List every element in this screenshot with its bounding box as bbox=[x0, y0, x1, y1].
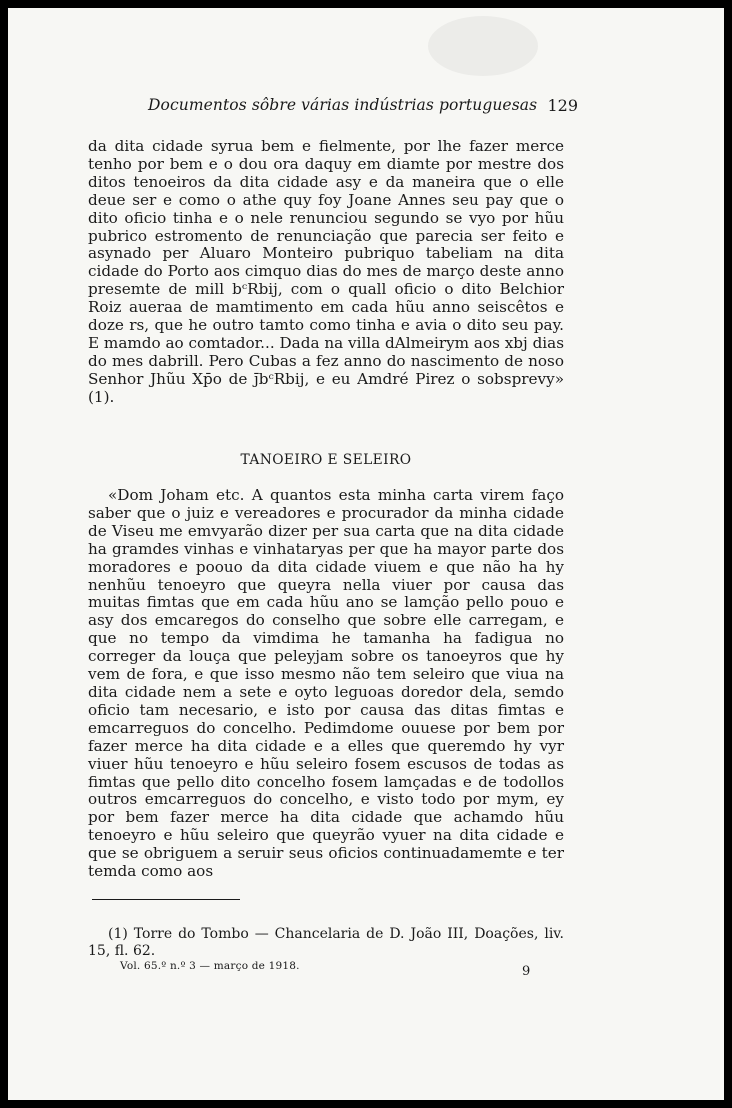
paragraph-text: da dita cidade syrua bem e fielmente, por lhe fazer merce tenho por bem e o dou ora daquy em diamte por mestre dos ditos tenoeiros da dita cidade asy e da maneira que o elle deue ser e como o athe quy foy Joane Annes seu pay que o dito oficio tinha e o nele renunciou segundo se vyo por hũu pubrico estromento de renunciação que parecia ser feito e asynado per Aluaro Monteiro pubriquo tabeliam na dita cidade do Porto aos cimquo dias do mes de março deste anno presemte de mill bᶜRbij, com o quall oficio o dito Belchior Roiz aueraa de mamtimento em cada hũu anno seiscêtos e doze rs, que he outro tamto como tinha e avia o dito seu pay. E mamdo ao comtador... Dada na villa dAlmeirym aos xbj dias do mes dabrill. Pero Cubas a fez anno do nascimento de noso Senhor Jhũu Xp̄o de j̄bᶜRbij, e eu Amdré Pirez o sobsprevy» (1). bbox=[88, 137, 564, 406]
sheet-number: 9 bbox=[522, 964, 531, 979]
footnote-text: (1) Torre do Tombo — Chancelaria de D. João III, Doações, liv. 15, fl. 62. bbox=[88, 926, 564, 959]
running-title: Documentos sôbre várias indústrias portuguesas bbox=[148, 96, 538, 114]
paragraph-text: «Dom Joham etc. A quantos esta minha carta virem faço saber que o juiz e vereadores e procurador da minha cidade de Viseu me emvyarão dizer per sua carta que na dita cidade ha gramdes vinhas e vinhataryas per que ha mayor parte dos moradores e poouo da dita cidade viuem e que não ha hy nenhũu tenoeyro que queyra nella viuer por causa das muitas fimtas que em cada hũu ano se lamção pello pouo e asy dos emcaregos do conselho que sobre elle carregam, e que no tempo da vimdima he tamanha ha fadigua no correger da louça que peleyjam sobre os tanoeyros que hy vem de fora, e que isso mesmo não tem seleiro que viua na dita cidade nem a sete e oyto leguoas doredor dela, semdo oficio tam necesario, e isto por causa das ditas fimtas e emcarreguos do concelho. Pedimdome ouuese por bem por fazer merce ha dita cidade e a elles que queremdo hy vyr viuer hũu tenoeyro e hũu seleiro fosem escusos de todas as fimtas que pello dito concelho fosem lamçadas e de todollos outros emcarreguos do concelho, e visto todo por mym, ey por bem fazer merce ha dita cidade que achamdo hũu tenoeyro e hũu seleiro que queyrão vyuer na dita cidade e que se obriguem a seruir seus oficios continuadamemte e ter temda como aos bbox=[88, 486, 564, 881]
page-number: 129 bbox=[547, 96, 578, 115]
page-smudge bbox=[428, 16, 538, 76]
body-paragraph-2 bbox=[88, 487, 564, 881]
footnote bbox=[88, 926, 564, 960]
volume-signature: Vol. 65.º n.º 3 — março de 1918. bbox=[120, 960, 300, 972]
body-paragraph-1 bbox=[88, 138, 564, 407]
book-page bbox=[8, 8, 724, 1100]
footnote-divider bbox=[92, 899, 240, 900]
section-heading: TANOEIRO E SELEIRO bbox=[240, 452, 412, 468]
page-header bbox=[138, 96, 578, 120]
